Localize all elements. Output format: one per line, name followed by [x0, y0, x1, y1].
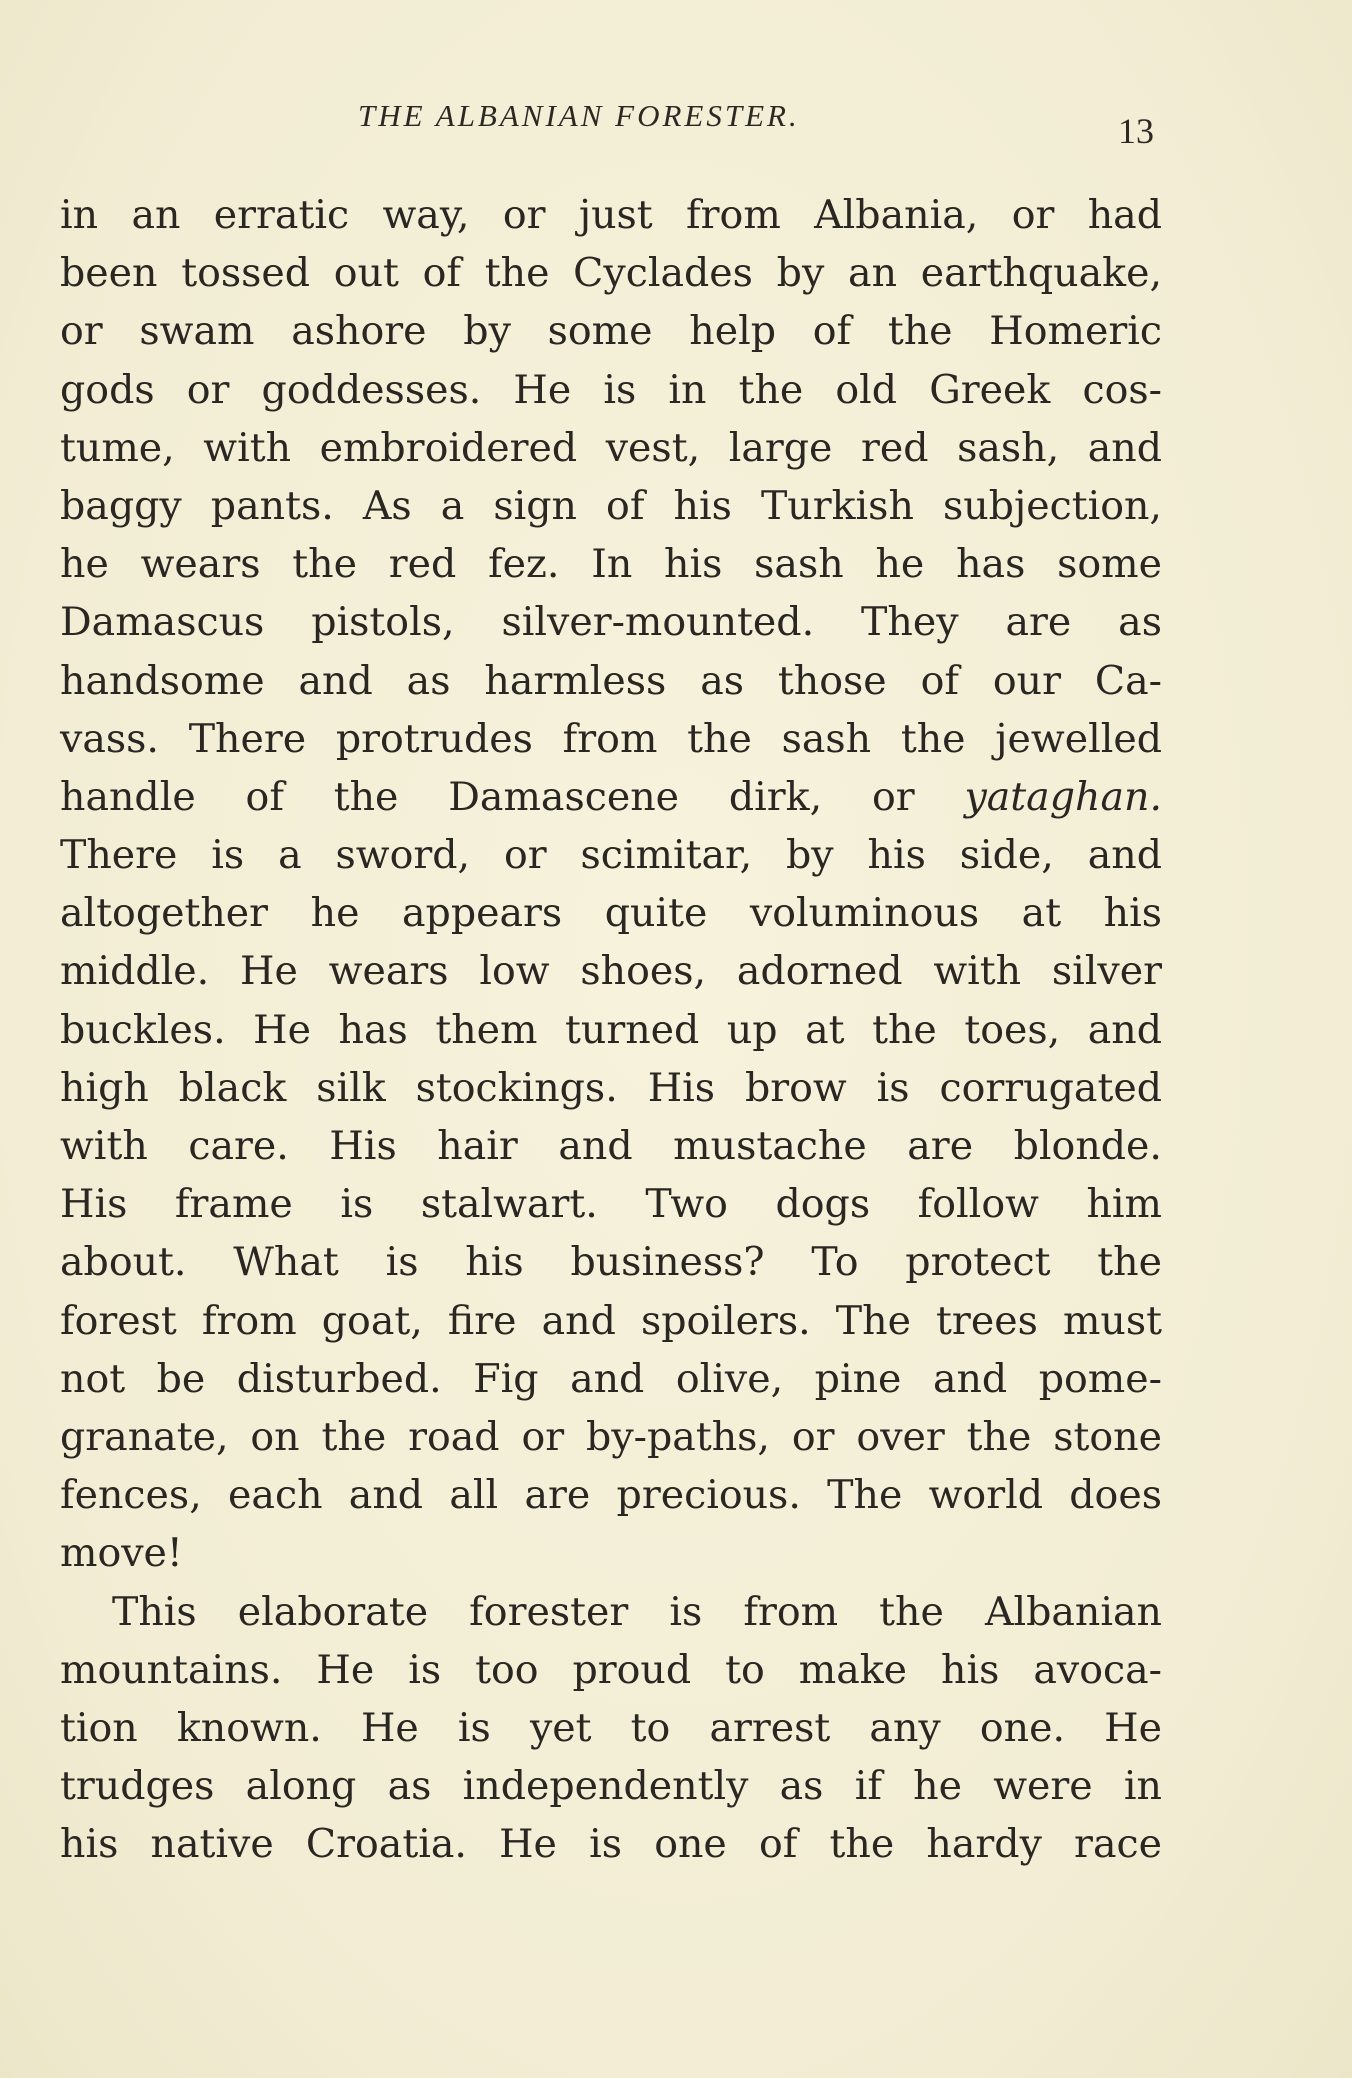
text-line: trudges along as independently as if he were in — [60, 1763, 1162, 1810]
text-line: gods or goddesses. He is in the old Greek cos- — [60, 366, 1162, 413]
text-line: vass. There protrudes from the sash the jewelled — [60, 715, 1162, 762]
page-number: 13 — [1118, 111, 1154, 151]
running-head — [0, 98, 1352, 151]
body-text — [60, 186, 1162, 1873]
text-line: in an erratic way, or just from Albania, or had — [60, 192, 1162, 238]
text-line-paragraph-start: This elaborate forester is from the Albanian — [112, 1588, 1162, 1635]
text-line: not be disturbed. Fig and olive, pine and pome- — [60, 1355, 1162, 1402]
text-line: baggy pants. As a sign of his Turkish subjection, — [60, 482, 1162, 529]
text-line: his native Croatia. He is one of the hardy race — [60, 1821, 1162, 1868]
text-line: high black silk stockings. His brow is corrugated — [60, 1064, 1162, 1111]
text-line: with care. His hair and mustache are blonde. — [60, 1123, 1162, 1169]
text-line: granate, on the road or by-paths, or over the stone — [60, 1413, 1162, 1460]
italic-word: yataghan. — [964, 773, 1162, 820]
text-line: about. What is his business? To protect the — [60, 1239, 1162, 1286]
text-line: middle. He wears low shoes, adorned with silver — [60, 948, 1162, 995]
text-line: His frame is stalwart. Two dogs follow him — [60, 1181, 1162, 1228]
text-line-with-italic — [60, 768, 1162, 826]
text-line: tume, with embroidered vest, large red sash, and — [60, 424, 1162, 471]
running-title: THE ALBANIAN FORESTER. — [358, 98, 800, 133]
text-line: mountains. He is too proud to make his avoca- — [60, 1646, 1162, 1693]
text-line: There is a sword, or scimitar, by his side, and — [60, 832, 1162, 879]
text-line: Damascus pistols, silver-mounted. They are as — [60, 599, 1162, 646]
text-line: forest from goat, fire and spoilers. The trees must — [60, 1297, 1162, 1344]
text-line: or swam ashore by some help of the Homeric — [60, 308, 1162, 355]
text-line: buckles. He has them turned up at the toes, and — [60, 1006, 1162, 1053]
text-line: he wears the red fez. In his sash he has some — [60, 541, 1162, 588]
text-line: altogether he appears quite voluminous at his — [60, 890, 1162, 937]
text-line: been tossed out of the Cyclades by an earthquake, — [60, 250, 1162, 297]
text-line-part: handle of the Damascene dirk, or — [60, 773, 915, 820]
text-line: tion known. He is yet to arrest any one. He — [60, 1704, 1162, 1751]
text-line: handsome and as harmless as those of our Ca- — [60, 657, 1162, 704]
text-line-paragraph-end: move! — [60, 1530, 183, 1577]
text-line: fences, each and all are precious. The world does — [60, 1472, 1162, 1519]
